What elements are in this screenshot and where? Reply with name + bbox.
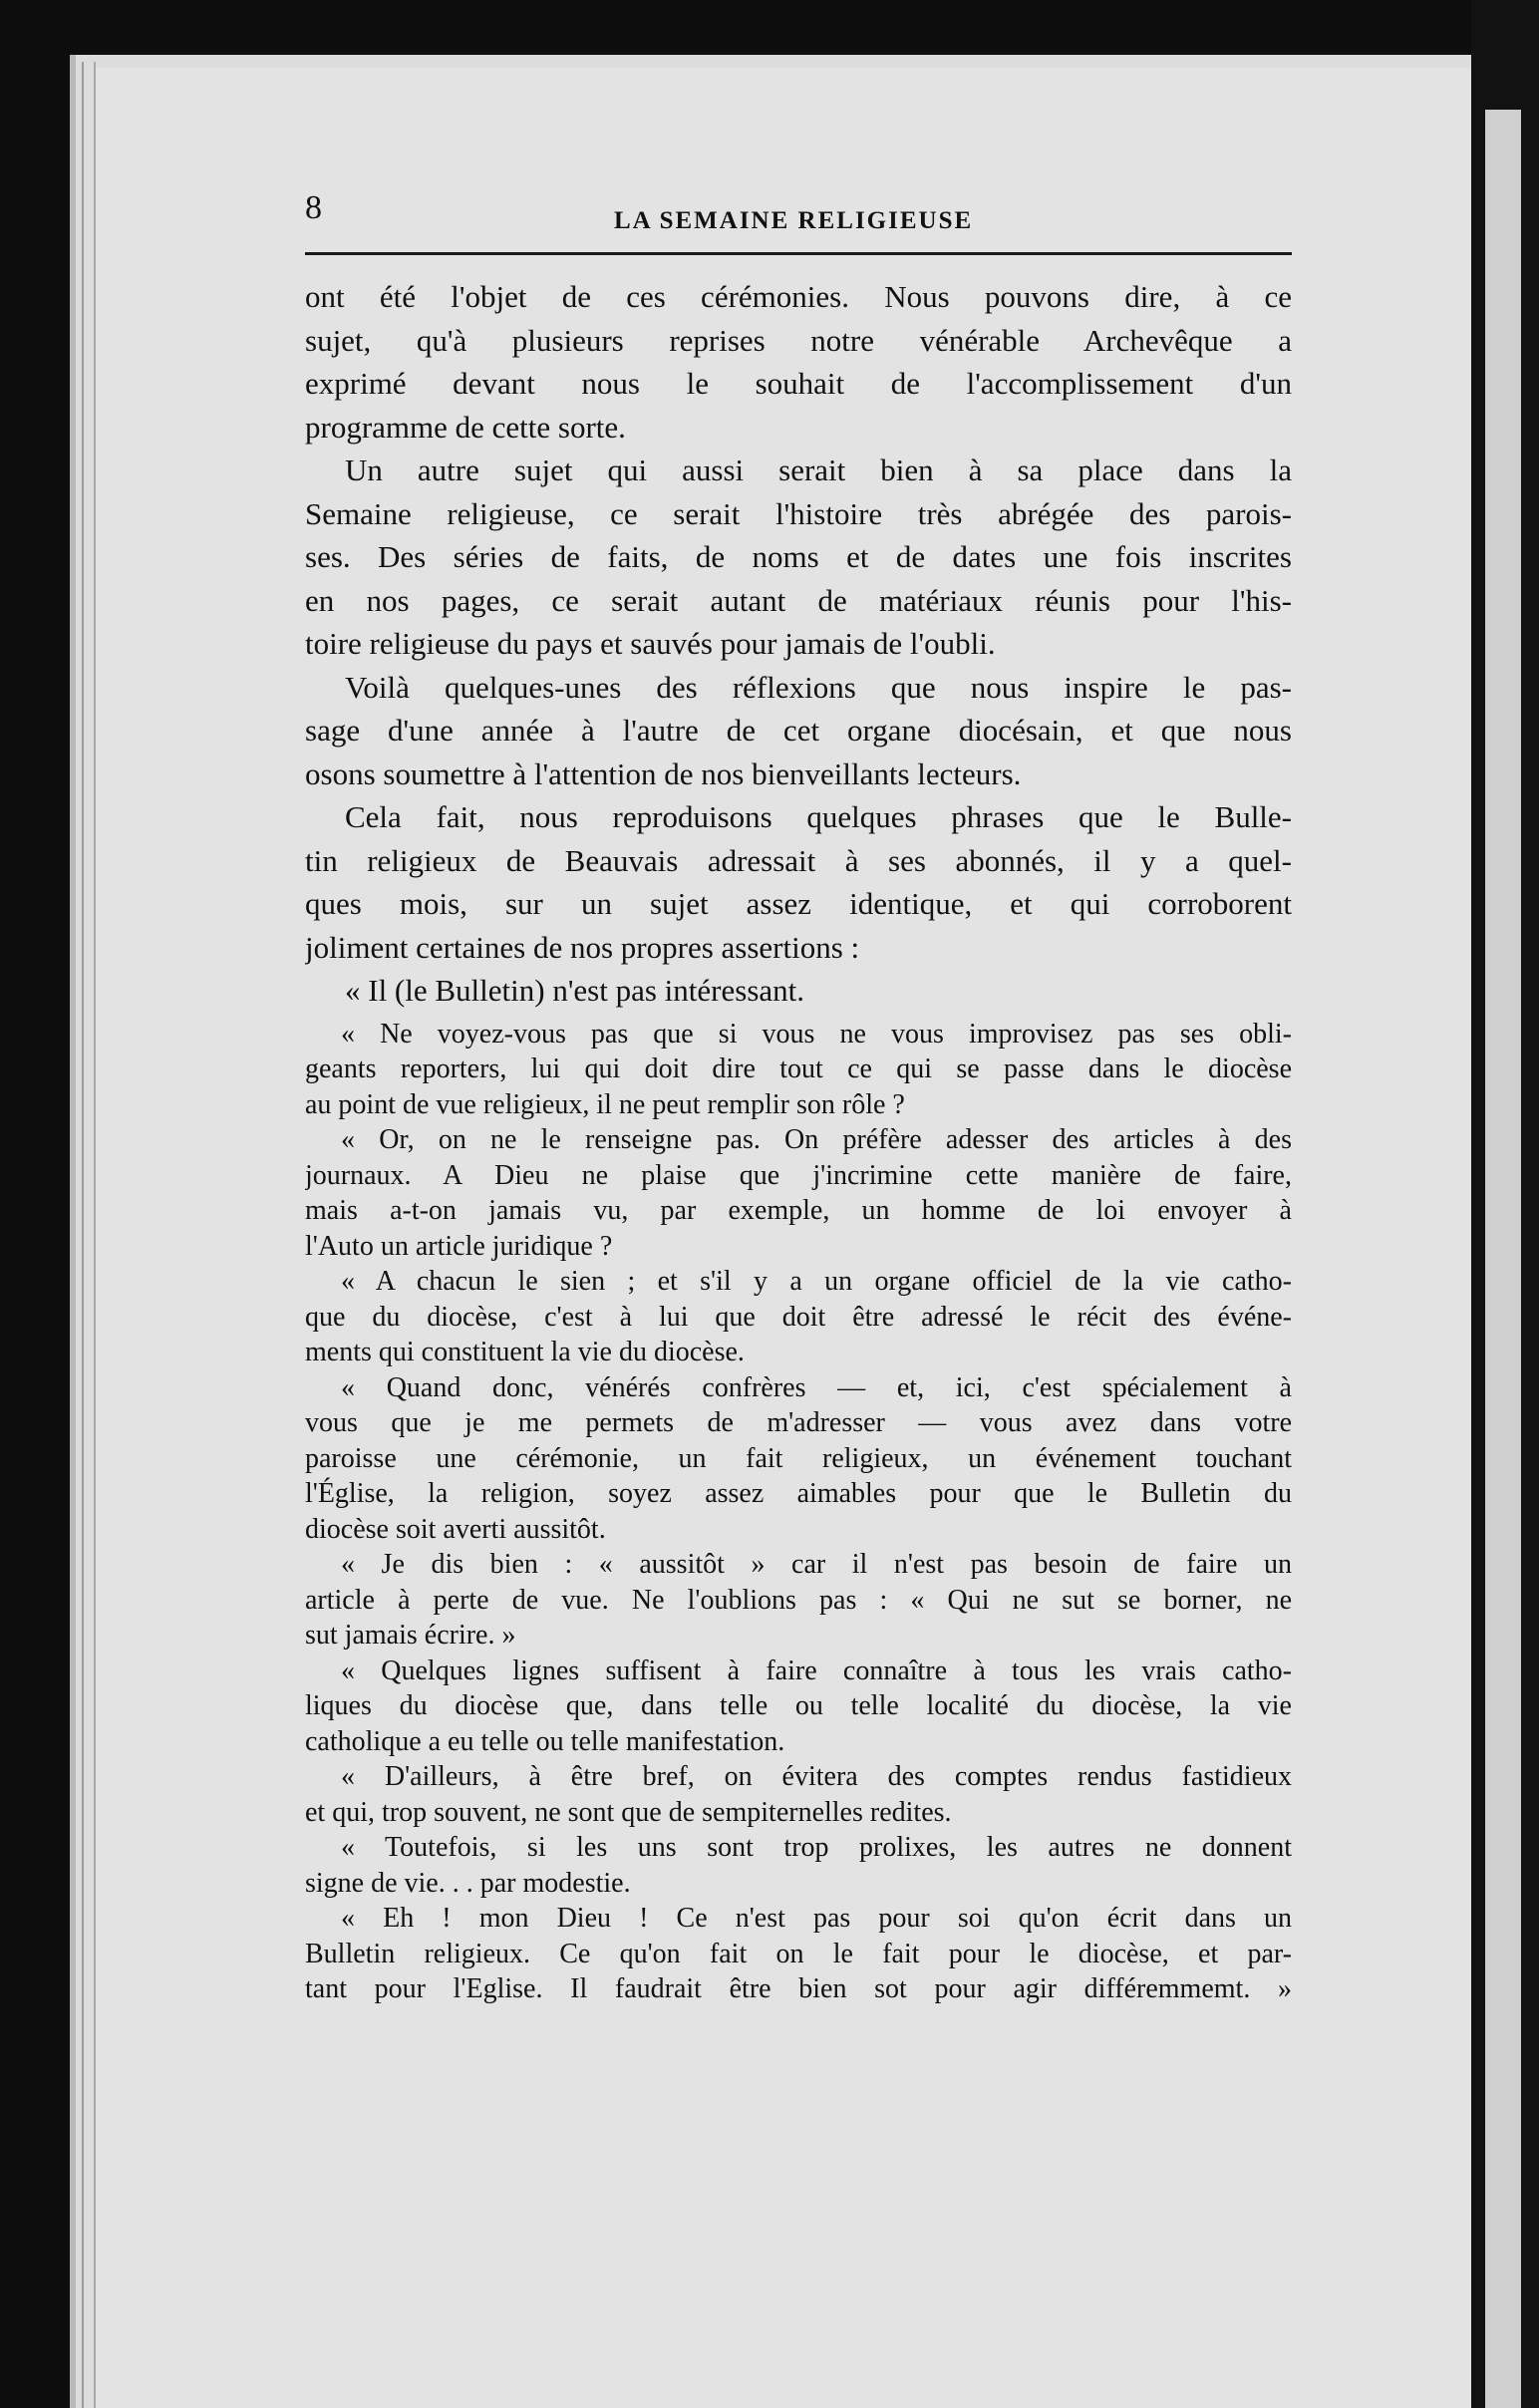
text-line: liques du diocèse que, dans telle ou telle localité du diocèse, la vie [305, 1690, 1292, 1721]
text-line: geants reporters, lui qui doit dire tout ce qui se passe dans le diocèse [305, 1054, 1292, 1084]
text-line: « Je dis bien : « aussitôt » car il n'est pas besoin de faire un [341, 1549, 1292, 1580]
text-line: « A chacun le sien ; et s'il y a un organe officiel de la vie catho- [341, 1266, 1292, 1297]
text-line: Voilà quelques-unes des réflexions que nous inspire le pas- [345, 669, 1292, 705]
text-line: Cela fait, nous reproduisons quelques phrases que le Bulle- [345, 799, 1292, 834]
text-line: « Quelques lignes suffisent à faire connaître à tous les vrais catho- [341, 1655, 1292, 1686]
facing-page-edge [1485, 110, 1521, 2408]
text-line: mais a-t-on jamais vu, par exemple, un homme de loi envoyer à [305, 1195, 1292, 1226]
text-line: sut jamais écrire. » [305, 1620, 516, 1651]
text-line: osons soumettre à l'attention de nos bienveillants lecteurs. [305, 755, 1022, 791]
text-line: « Il (le Bulletin) n'est pas intéressant. [345, 973, 805, 1008]
page-number: 8 [305, 189, 322, 226]
text-line: vous que je me permets de m'adresser — vous avez dans votre [305, 1407, 1292, 1438]
text-line: et qui, trop souvent, ne sont que de sempiternelles redites. [305, 1796, 952, 1828]
text-line: ont été l'objet de ces cérémonies. Nous pouvons dire, à ce [305, 279, 1292, 314]
text-line: sujet, qu'à plusieurs reprises notre vénérable Archevêque a [305, 322, 1292, 358]
main-paragraphs [305, 275, 1292, 1013]
text-line: l'Auto un article juridique ? [305, 1230, 613, 1262]
text-line: « Eh ! mon Dieu ! Ce n'est pas pour soi qu'on écrit dans un [341, 1903, 1292, 1934]
text-line: au point de vue religieux, il ne peut remplir son rôle ? [305, 1088, 905, 1120]
article-body [305, 275, 1292, 2007]
text-line: catholique a eu telle ou telle manifestation. [305, 1725, 785, 1757]
text-line: en nos pages, ce serait autant de matériaux réunis pour l'his- [305, 582, 1292, 618]
text-line: que du diocèse, c'est à lui que doit être adressé le récit des événe- [305, 1301, 1292, 1333]
text-line: joliment certaines de nos propres assertions : [305, 929, 860, 965]
text-line: « Toutefois, si les uns sont trop prolixes, les autres ne donnent [341, 1832, 1292, 1863]
text-line: programme de cette sorte. [305, 409, 626, 445]
text-line: Un autre sujet qui aussi serait bien à sa place dans la [345, 452, 1292, 487]
text-line: toire religieuse du pays et sauvés pour jamais de l'oubli. [305, 626, 996, 661]
page-header [305, 189, 1292, 239]
text-line: sage d'une année à l'autre de cet organe diocésain, et que nous [305, 713, 1292, 748]
text-line: exprimé devant nous le souhait de l'accomplissement d'un [305, 366, 1292, 401]
text-line: diocèse soit averti aussitôt. [305, 1513, 606, 1545]
text-line: ments qui constituent la vie du diocèse. [305, 1337, 745, 1367]
text-line: signe de vie. . . par modestie. [305, 1867, 631, 1899]
header-rule [305, 252, 1292, 255]
running-title: LA SEMAINE RELIGIEUSE [614, 207, 974, 234]
text-line: tin religieux de Beauvais adressait à ses abonnés, il y a quel- [305, 842, 1292, 878]
text-line: article à perte de vue. Ne l'oublions pas : « Qui ne sut se borner, ne [305, 1584, 1292, 1616]
text-line: tant pour l'Eglise. Il faudrait être bien sot pour agir différemmemt. » [305, 1973, 1292, 2004]
text-line: ses. Des séries de faits, de noms et de dates une fois inscrites [305, 539, 1292, 574]
text-line: Bulletin religieux. Ce qu'on fait on le fait pour le diocèse, et par- [305, 1938, 1292, 1969]
text-line: « Or, on ne le renseigne pas. On préfère adesser des articles à des [341, 1124, 1292, 1155]
quoted-passage [305, 1017, 1292, 2007]
text-line: l'Église, la religion, soyez assez aimables pour que le Bulletin du [305, 1478, 1292, 1509]
text-line: « Ne voyez-vous pas que si vous ne vous improvisez pas ses obli- [341, 1018, 1292, 1050]
text-line: Semaine religieuse, ce serait l'histoire très abrégée des parois- [305, 495, 1292, 531]
text-line: ques mois, sur un sujet assez identique, et qui corroborent [305, 886, 1292, 921]
page-stack-edge [82, 62, 96, 2408]
text-line: paroisse une cérémonie, un fait religieux, un événement touchant [305, 1442, 1292, 1474]
text-line: « Quand donc, vénérés confrères — et, ici, c'est spécialement à [341, 1371, 1292, 1403]
text-line: journaux. A Dieu ne plaise que j'incrimine cette manière de faire, [305, 1159, 1292, 1191]
text-line: « D'ailleurs, à être bref, on évitera des comptes rendus fastidieux [341, 1761, 1292, 1792]
